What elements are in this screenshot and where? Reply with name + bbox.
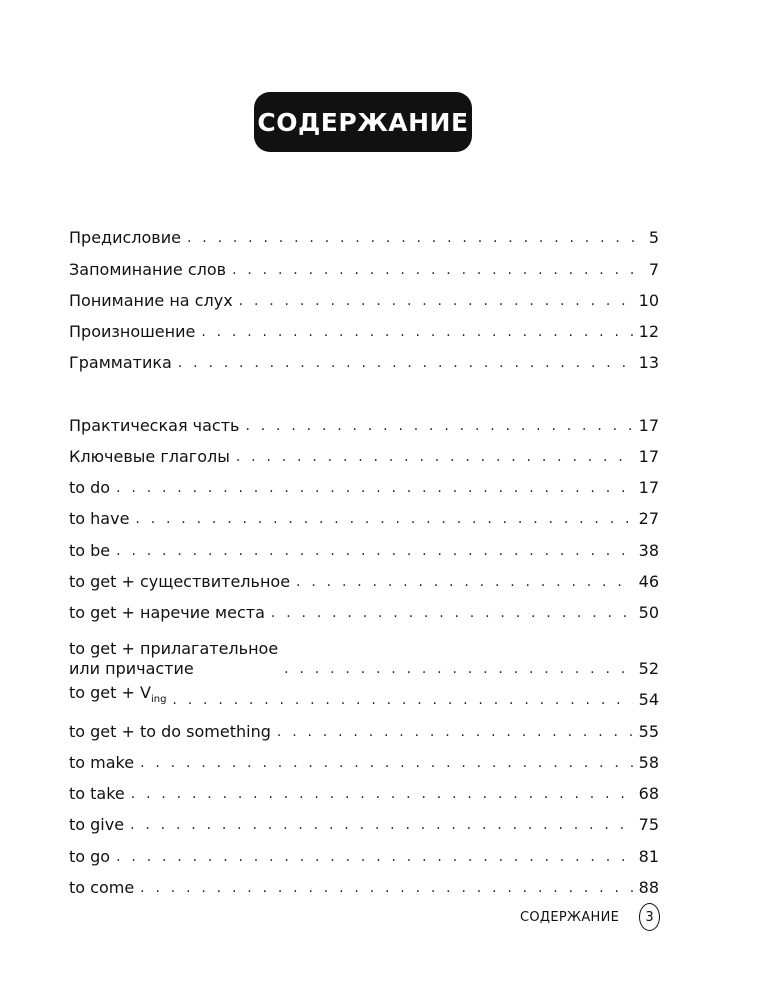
toc-entry-title: Практическая часть	[69, 415, 240, 435]
toc-entry-practical-part[interactable]	[69, 404, 659, 435]
toc-page-number: 46	[638, 571, 659, 591]
running-footer-title: СОДЕРЖАНИЕ	[520, 909, 620, 925]
toc-leader-dots	[245, 416, 632, 436]
toc-entry-title: to be	[69, 540, 111, 560]
toc-page-number: 7	[648, 259, 659, 279]
toc-entry-title	[69, 639, 278, 679]
toc-entry-to-do[interactable]	[69, 467, 659, 498]
toc-entry-to-go[interactable]	[69, 835, 659, 866]
toc-entry-title: to go	[69, 846, 111, 866]
toc-entry-grammar[interactable]	[69, 342, 659, 373]
toc-leader-dots	[201, 322, 632, 342]
toc-entry-title: to do	[69, 478, 111, 497]
toc-entry-listening[interactable]	[69, 280, 659, 311]
toc-leader-dots	[284, 659, 632, 679]
page-footer	[520, 902, 660, 932]
table-of-contents	[69, 217, 659, 898]
toc-page-number: 17	[638, 478, 659, 497]
toc-entry-memorizing-words[interactable]	[69, 248, 659, 279]
toc-entry-title: to give	[69, 815, 125, 835]
toc-leader-dots	[116, 847, 633, 867]
toc-entry-title: to come	[69, 877, 135, 897]
toc-page-number: 50	[638, 603, 659, 622]
toc-leader-dots	[172, 690, 632, 710]
toc-leader-dots	[140, 753, 633, 773]
toc-page-number: 75	[638, 815, 659, 835]
toc-entry-title: Предисловие	[69, 228, 181, 248]
toc-entry-title: to make	[69, 752, 135, 772]
toc-leader-dots	[271, 603, 633, 623]
toc-leader-dots	[178, 353, 633, 373]
toc-entry-to-get-adjective[interactable]	[69, 623, 659, 679]
toc-leader-dots	[116, 478, 633, 498]
page-title: СОДЕРЖАНИЕ	[254, 92, 472, 152]
toc-leader-dots	[130, 815, 633, 835]
toc-page-number: 5	[648, 228, 659, 248]
page-number-badge: 3	[639, 903, 660, 931]
toc-entry-preface[interactable]	[69, 217, 659, 248]
toc-leader-dots	[296, 572, 633, 592]
toc-leader-dots	[232, 260, 637, 280]
toc-page-number: 10	[638, 290, 659, 310]
toc-leader-dots	[239, 291, 633, 311]
toc-leader-dots	[135, 509, 632, 529]
toc-leader-dots	[116, 541, 632, 561]
toc-entry-to-give[interactable]	[69, 804, 659, 835]
toc-entry-to-get-adverb[interactable]	[69, 592, 659, 623]
toc-entry-to-take[interactable]	[69, 773, 659, 804]
toc-entry-title: to get + наречие места	[69, 603, 265, 622]
toc-entry-title: Запоминание слов	[69, 259, 227, 279]
toc-entry-to-get-ving[interactable]	[69, 679, 659, 710]
toc-page-number: 58	[638, 752, 659, 772]
toc-page-number: 81	[638, 846, 659, 866]
toc-entry-to-make[interactable]	[69, 742, 659, 773]
toc-entry-title: to take	[69, 784, 125, 803]
toc-leader-dots	[277, 722, 633, 742]
toc-page-number: 17	[638, 446, 659, 466]
toc-leader-dots	[236, 447, 633, 467]
toc-leader-dots	[187, 228, 637, 248]
toc-page-number: 52	[638, 659, 659, 678]
toc-entry-title-subscript: ing	[150, 694, 167, 706]
toc-page-number: 38	[638, 540, 659, 560]
toc-entry-to-be[interactable]	[69, 529, 659, 560]
toc-page-number: 13	[638, 353, 659, 373]
toc-page-number: 17	[638, 415, 659, 435]
toc-page-number: 88	[638, 877, 659, 897]
toc-entry-title: Грамматика	[69, 353, 172, 373]
toc-entry-to-come[interactable]	[69, 867, 659, 898]
toc-entry-to-have[interactable]	[69, 498, 659, 529]
toc-entry-title: to have	[69, 509, 130, 529]
toc-entry-title	[69, 683, 166, 710]
toc-entry-title: Произношение	[69, 322, 196, 341]
toc-entry-pronunciation[interactable]	[69, 311, 659, 342]
toc-page-number: 12	[638, 322, 659, 341]
toc-entry-to-get-noun[interactable]	[69, 561, 659, 592]
toc-entry-title: to get + to do something	[69, 721, 271, 741]
toc-entry-title-line2: или причастие	[69, 659, 194, 678]
toc-leader-dots	[140, 878, 632, 898]
toc-entry-to-get-to-do[interactable]	[69, 710, 659, 741]
toc-entry-title-main: to get + V	[69, 683, 151, 703]
toc-page-number: 27	[638, 509, 659, 529]
toc-leader-dots	[131, 784, 633, 804]
toc-entry-key-verbs[interactable]	[69, 436, 659, 467]
toc-entry-title: to get + существительное	[69, 571, 291, 591]
toc-page-number: 54	[638, 690, 659, 710]
toc-page-number: 55	[638, 721, 659, 741]
toc-entry-title: Понимание на слух	[69, 290, 233, 310]
toc-page-number: 68	[638, 784, 659, 803]
toc-entry-title: Ключевые глаголы	[69, 446, 230, 466]
toc-entry-title-line1: to get + прилагательное	[69, 639, 279, 658]
